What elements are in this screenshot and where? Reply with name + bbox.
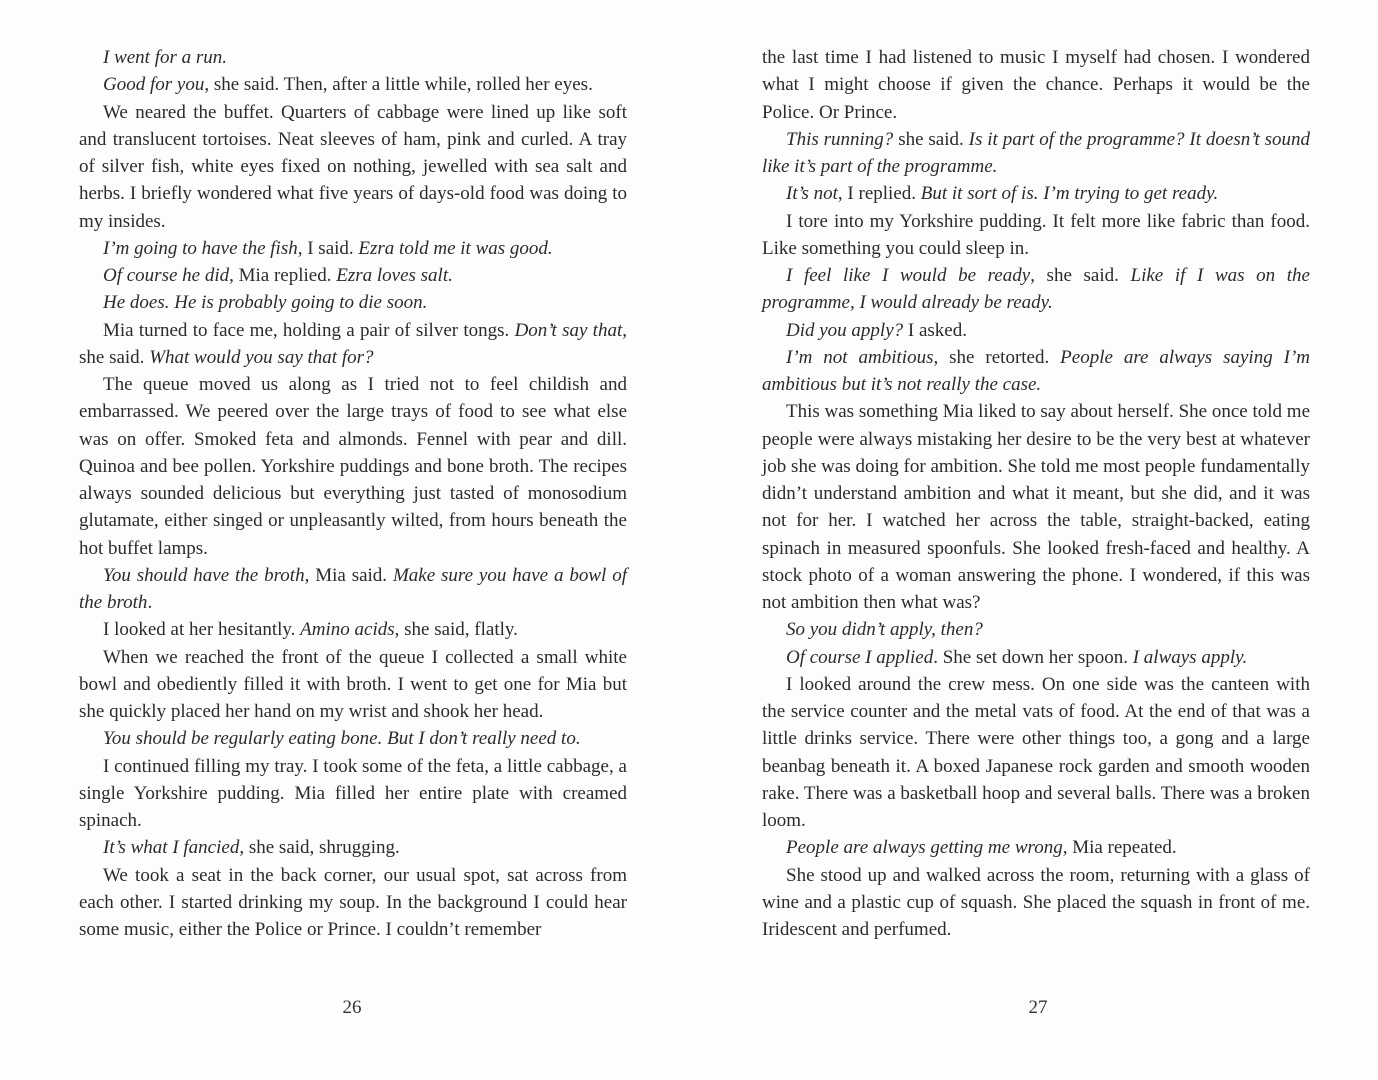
- paragraph: [79, 71, 627, 98]
- paragraph: [762, 344, 1310, 399]
- text-run: , Mia repeated.: [1062, 837, 1177, 859]
- text-run: . She set down her spoon.: [933, 646, 1133, 668]
- paragraph: [762, 671, 1310, 835]
- text-run: the last time I had listened to music I myself had chosen. I wondered what I might choose if given the chance. Perhaps it would be the Police. Or Prince.: [762, 47, 1310, 123]
- paragraph: [762, 398, 1310, 616]
- paragraph: [79, 262, 627, 289]
- paragraph: [79, 834, 627, 861]
- text-run: , she said.: [1030, 265, 1131, 286]
- text-run: I tore into my Yorkshire pudding. It felt more like fabric than food. Like something you could sleep in.: [762, 210, 1310, 259]
- paragraph: [79, 862, 627, 944]
- italic-run: It’s not: [786, 183, 838, 205]
- paragraph: [762, 44, 1310, 126]
- text-run: We neared the buffet. Quarters of cabbage were lined up like soft and translucent tortoises. Neat sleeves of ham, pink and curled. A tray of silver fish, white eyes fixed on nothing, jewelled with sea salt and herbs. I briefly wondered what five years of days-old food was doing to my insides.: [79, 101, 627, 232]
- italic-run: Of course I applied: [786, 646, 934, 668]
- paragraph: [79, 753, 627, 835]
- italic-run: Did you apply?: [786, 319, 904, 341]
- italic-run: Ezra loves salt.: [336, 265, 453, 286]
- paragraph: [79, 317, 627, 372]
- text-run: Mia turned to face me, holding a pair of silver tongs.: [103, 319, 515, 341]
- text-run: This was something Mia liked to say about herself. She once told me people were always mistaking her desire to be the very best at whatever job she was doing for ambition. She told me most people fundamentally didn’t understand ambition and what it meant, but she did, and it was not for her. I watched her across the table, straight-backed, eating spinach in measured spoonfuls. She looked fresh-faced and healthy. A stock photo of a woman answering the phone. I wondered, if this was not ambition then what was?: [762, 401, 1310, 613]
- text-run: I continued filling my tray. I took some of the feta, a little cabbage, a single Yorkshire pudding. Mia filled her entire plate with creamed spinach.: [79, 755, 627, 831]
- italic-run: He does. He is probably going to die soon.: [103, 292, 428, 314]
- italic-run: Is it part of the programme? It doesn’t sound like it’s part of the programme.: [762, 128, 1311, 177]
- text-run: , I said.: [297, 237, 359, 259]
- text-run: I looked around the crew mess. On one side was the canteen with the service counter and the metal vats of food. At the end of that was a little drinks service. There were other things too, a gong and a large beanbag beneath it. A boxed Japanese rock garden and smooth wooden rake. There was a basketball hoop and several balls. There was a broken loom.: [762, 673, 1310, 831]
- text-run: , Mia said.: [304, 564, 393, 586]
- text-run: .: [147, 592, 153, 613]
- italic-run: Ezra told me it was good.: [358, 237, 553, 259]
- paragraph: [762, 208, 1310, 263]
- italic-run: Make sure you have a bowl of the broth: [79, 564, 627, 613]
- text-run: I asked.: [903, 319, 967, 341]
- italic-run: What would you say that for?: [149, 346, 374, 368]
- text-run: The queue moved us along as I tried not to feel childish and embarrassed. We peered over the large trays of food to see what else was on offer. Smoked feta and almonds. Fennel with pear and dill. Quinoa and bee pollen. Yorkshire puddings and bone broth. The recipes always sounded delicious but everything just tasted of monosodium glutamate, either singed or unpleasantly wilted, from hours beneath the hot buffet lamps.: [79, 374, 627, 559]
- italic-run: So you didn’t apply, then?: [786, 619, 983, 641]
- italic-run: I’m not ambitious: [786, 346, 934, 368]
- italic-run: I went for a run.: [103, 47, 228, 68]
- italic-run: But it sort of is. I’m trying to get ready.: [920, 183, 1219, 205]
- page-number-right: 27: [1028, 997, 1048, 1018]
- text-run: , she said. Then, after a little while, rolled her eyes.: [204, 74, 593, 96]
- paragraph: [79, 371, 627, 562]
- italic-run: Amino acids: [300, 619, 395, 641]
- paragraph: [762, 862, 1310, 944]
- italic-run: Good for you: [103, 74, 205, 96]
- left-page: [79, 44, 627, 943]
- paragraph: [762, 644, 1310, 671]
- text-run: , she said.: [79, 319, 627, 368]
- italic-run: I’m going to have the fish: [103, 237, 298, 259]
- paragraph: [79, 235, 627, 262]
- text-run: she said.: [893, 128, 969, 150]
- paragraph: [79, 725, 627, 752]
- paragraph: [762, 126, 1310, 181]
- italic-run: Don’t say that: [514, 319, 623, 341]
- paragraph: [762, 180, 1310, 207]
- page-number-left: 26: [342, 997, 362, 1018]
- paragraph: [79, 289, 627, 316]
- italic-run: It’s what I fancied: [103, 837, 240, 859]
- italic-run: You should be regularly eating bone. But I don’t really need to.: [103, 728, 581, 750]
- italic-run: People are always getting me wrong: [786, 837, 1063, 859]
- paragraph: [79, 562, 627, 617]
- text-run: , Mia replied.: [229, 265, 337, 286]
- paragraph: [762, 616, 1310, 643]
- text-run: She stood up and walked across the room, returning with a glass of wine and a plastic cup of squash. She placed the squash in front of me. Iridescent and perfumed.: [762, 864, 1310, 940]
- text-run: , she retorted.: [933, 346, 1061, 368]
- italic-run: I always apply.: [1132, 646, 1248, 668]
- text-run: , I replied.: [837, 183, 921, 205]
- left-page-text: [79, 44, 627, 943]
- paragraph: [79, 44, 627, 71]
- italic-run: This running?: [786, 128, 894, 150]
- text-run: I looked at her hesitantly.: [103, 619, 301, 641]
- italic-run: Like if I was on the programme, I would already be ready.: [762, 265, 1310, 314]
- right-page-text: [762, 44, 1310, 943]
- italic-run: People are always saying I’m ambitious but it’s not really the case.: [762, 346, 1310, 395]
- right-page: [762, 44, 1310, 943]
- paragraph: [762, 262, 1310, 317]
- paragraph: [762, 834, 1310, 861]
- italic-run: You should have the broth: [103, 564, 305, 586]
- paragraph: [79, 99, 627, 235]
- text-run: When we reached the front of the queue I collected a small white bowl and obediently filled it with broth. I went to get one for Mia but she quickly placed her hand on my wrist and shook her head.: [79, 646, 627, 722]
- italic-run: I feel like I would be ready: [786, 265, 1031, 286]
- text-run: , she said, shrugging.: [239, 837, 400, 859]
- paragraph: [79, 644, 627, 726]
- paragraph: [762, 317, 1310, 344]
- italic-run: Of course he did: [103, 265, 230, 286]
- text-run: , she said, flatly.: [394, 619, 518, 641]
- text-run: We took a seat in the back corner, our usual spot, sat across from each other. I started drinking my soup. In the background I could hear some music, either the Police or Prince. I couldn’t remember: [79, 864, 627, 940]
- paragraph: [79, 616, 627, 643]
